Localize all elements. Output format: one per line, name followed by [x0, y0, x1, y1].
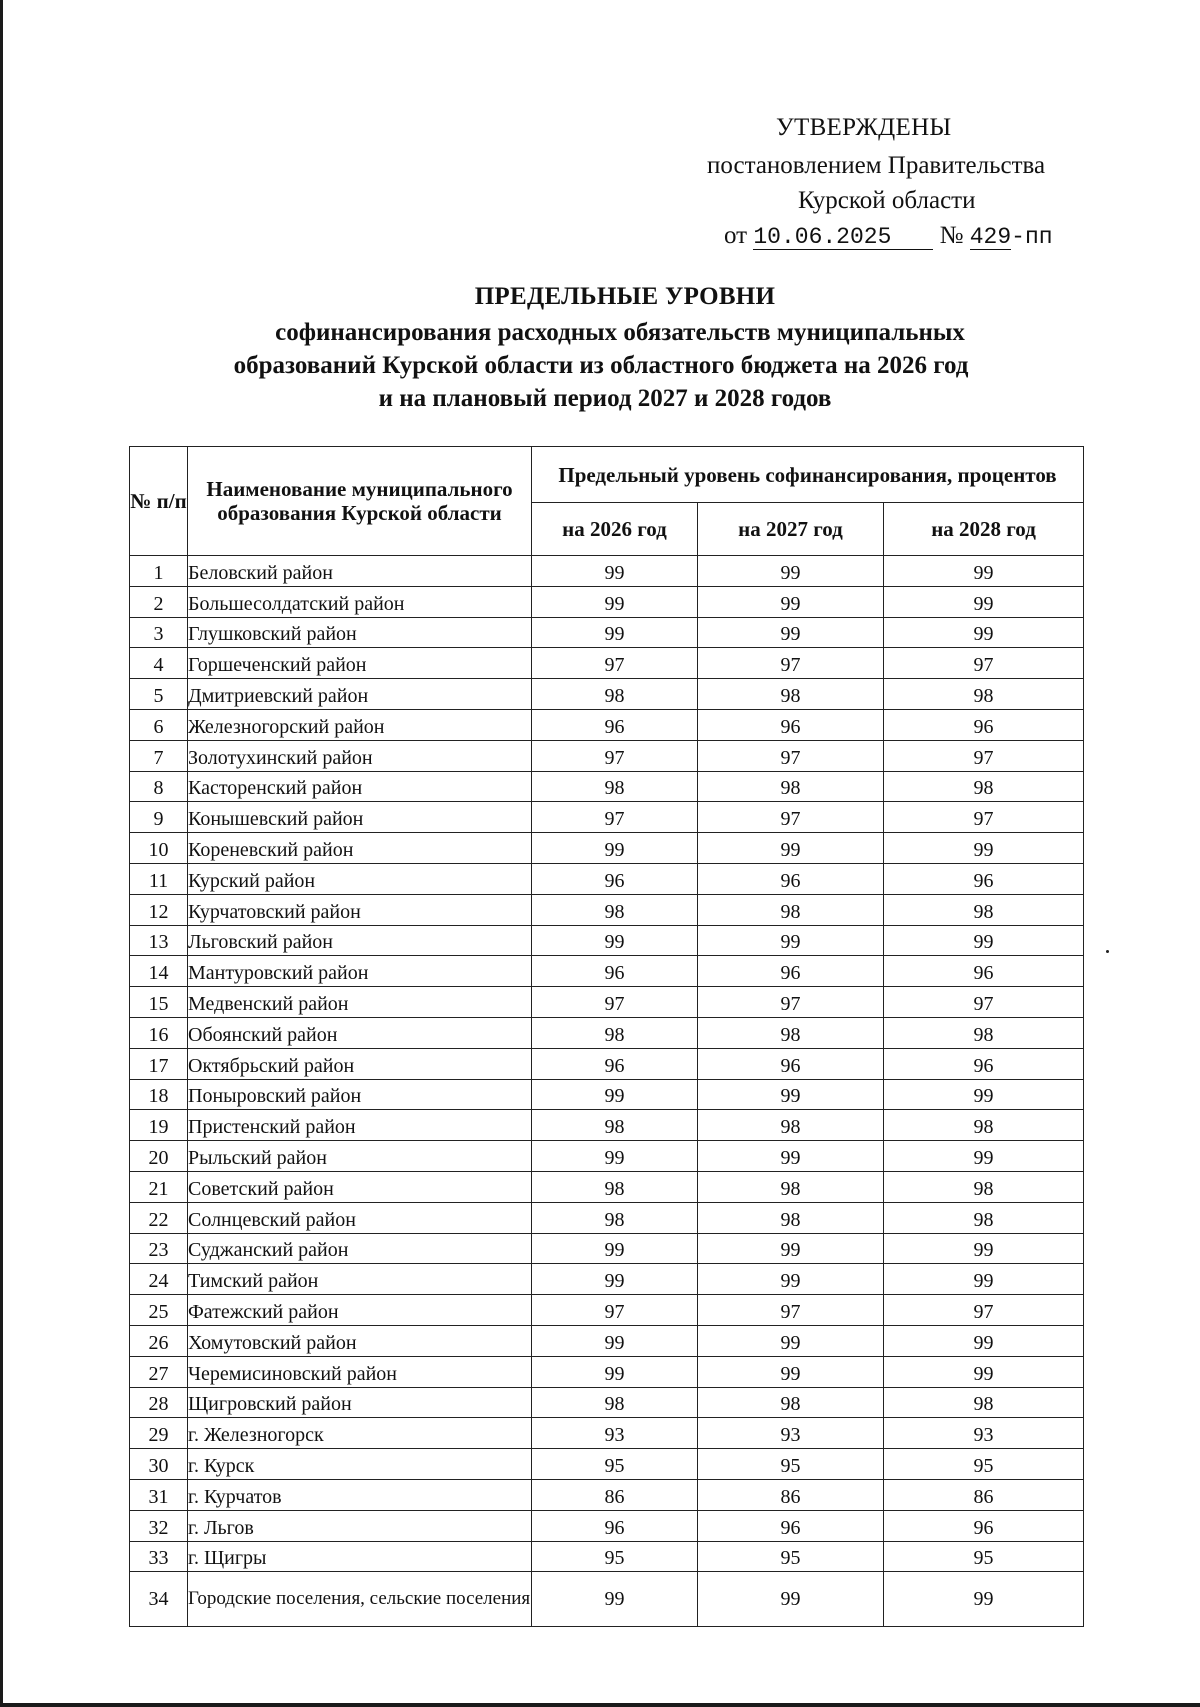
row-value-2026: 99: [532, 556, 698, 587]
row-value-2027: 96: [698, 863, 884, 894]
row-value-2026: 99: [532, 1233, 698, 1264]
row-value-2027: 98: [698, 1110, 884, 1141]
row-value-2028: 98: [884, 1387, 1084, 1418]
row-value-2028: 96: [884, 1510, 1084, 1541]
row-value-2026: 98: [532, 1387, 698, 1418]
table-row: [130, 987, 1084, 1018]
row-value-2026: 98: [532, 771, 698, 802]
row-value-2028: 86: [884, 1479, 1084, 1510]
row-value-2027: 99: [698, 1325, 884, 1356]
table-row: [130, 894, 1084, 925]
table-row: [130, 1079, 1084, 1110]
row-number: 19: [130, 1110, 188, 1141]
row-value-2027: 96: [698, 1048, 884, 1079]
row-municipality: Рыльский район: [188, 1141, 532, 1172]
row-number: 13: [130, 925, 188, 956]
table-row: [130, 1233, 1084, 1264]
row-value-2028: 98: [884, 1017, 1084, 1048]
row-number: 30: [130, 1449, 188, 1480]
table-row: [130, 1325, 1084, 1356]
row-value-2028: 96: [884, 1048, 1084, 1079]
row-value-2026: 97: [532, 987, 698, 1018]
table-row: [130, 1110, 1084, 1141]
row-value-2028: 93: [884, 1418, 1084, 1449]
row-municipality: Тимский район: [188, 1264, 532, 1295]
approval-region: Курской области: [798, 187, 976, 214]
table-row: [130, 1017, 1084, 1048]
row-value-2026: 95: [532, 1449, 698, 1480]
table-row: [130, 1387, 1084, 1418]
table-row: [130, 1479, 1084, 1510]
row-value-2027: 99: [698, 925, 884, 956]
row-value-2027: 99: [698, 617, 884, 648]
row-value-2026: 96: [532, 1048, 698, 1079]
document-title: [0, 280, 1200, 415]
row-value-2027: 97: [698, 648, 884, 679]
row-value-2028: 96: [884, 863, 1084, 894]
row-value-2026: 98: [532, 679, 698, 710]
row-value-2026: 99: [532, 617, 698, 648]
row-number: 33: [130, 1541, 188, 1572]
row-value-2027: 97: [698, 802, 884, 833]
row-value-2027: 96: [698, 1510, 884, 1541]
row-value-2026: 96: [532, 863, 698, 894]
row-municipality: г. Курчатов: [188, 1479, 532, 1510]
table-row: [130, 617, 1084, 648]
row-number: 2: [130, 586, 188, 617]
row-value-2026: 99: [532, 1264, 698, 1295]
header-name: Наименование муниципального образования Курской области: [188, 447, 532, 556]
approval-heading: УТВЕРЖДЕНЫ: [776, 114, 952, 141]
row-municipality: Обоянский район: [188, 1017, 532, 1048]
header-2028: на 2028 год: [884, 503, 1084, 556]
row-number: 25: [130, 1295, 188, 1326]
row-municipality: Хомутовский район: [188, 1325, 532, 1356]
row-number: 12: [130, 894, 188, 925]
row-municipality: г. Льгов: [188, 1510, 532, 1541]
header-2027: на 2027 год: [698, 503, 884, 556]
row-value-2028: 97: [884, 802, 1084, 833]
row-number: 28: [130, 1387, 188, 1418]
table-row: [130, 1141, 1084, 1172]
row-value-2026: 98: [532, 1171, 698, 1202]
row-value-2026: 99: [532, 925, 698, 956]
number-suffix: -пп: [1011, 224, 1053, 250]
row-value-2027: 99: [698, 1264, 884, 1295]
row-value-2026: 99: [532, 1141, 698, 1172]
row-value-2027: 93: [698, 1418, 884, 1449]
row-value-2026: 97: [532, 1295, 698, 1326]
row-value-2027: 97: [698, 740, 884, 771]
table-row: [130, 833, 1084, 864]
row-value-2028: 99: [884, 586, 1084, 617]
row-municipality: Конышевский район: [188, 802, 532, 833]
row-value-2028: 97: [884, 987, 1084, 1018]
row-value-2027: 99: [698, 586, 884, 617]
row-number: 11: [130, 863, 188, 894]
row-number: 6: [130, 709, 188, 740]
table-row: [130, 956, 1084, 987]
header-level: Предельный уровень софинансирования, процентов: [532, 447, 1084, 503]
row-municipality: Горшеченский район: [188, 648, 532, 679]
row-value-2028: 98: [884, 894, 1084, 925]
row-number: 34: [130, 1572, 188, 1627]
row-value-2028: 97: [884, 648, 1084, 679]
row-municipality: Поныровский район: [188, 1079, 532, 1110]
row-value-2028: 99: [884, 1264, 1084, 1295]
row-value-2026: 99: [532, 1356, 698, 1387]
row-municipality: Советский район: [188, 1171, 532, 1202]
row-value-2026: 99: [532, 1572, 698, 1627]
row-municipality: Беловский район: [188, 556, 532, 587]
scan-border-bottom: [0, 1703, 1200, 1707]
row-municipality: Золотухинский район: [188, 740, 532, 771]
row-number: 21: [130, 1171, 188, 1202]
row-value-2027: 95: [698, 1541, 884, 1572]
row-number: 17: [130, 1048, 188, 1079]
row-value-2028: 97: [884, 740, 1084, 771]
table-row: [130, 740, 1084, 771]
row-value-2026: 96: [532, 709, 698, 740]
approval-number: 429: [969, 224, 1012, 250]
row-municipality: Солнцевский район: [188, 1202, 532, 1233]
row-value-2027: 99: [698, 1356, 884, 1387]
row-value-2028: 99: [884, 1233, 1084, 1264]
table-row: [130, 1572, 1084, 1627]
row-value-2027: 96: [698, 709, 884, 740]
table-row: [130, 1356, 1084, 1387]
row-value-2026: 99: [532, 833, 698, 864]
row-municipality: Черемисиновский район: [188, 1356, 532, 1387]
title-line-2: софинансирования расходных обязательств муниципальных: [275, 319, 965, 346]
row-municipality: Касторенский район: [188, 771, 532, 802]
row-value-2026: 98: [532, 1017, 698, 1048]
row-value-2027: 98: [698, 1017, 884, 1048]
table-row: [130, 771, 1084, 802]
row-municipality: Фатежский район: [188, 1295, 532, 1326]
row-value-2026: 96: [532, 956, 698, 987]
row-value-2027: 98: [698, 1202, 884, 1233]
row-value-2028: 98: [884, 1110, 1084, 1141]
row-municipality: Дмитриевский район: [188, 679, 532, 710]
table-row: [130, 1418, 1084, 1449]
row-municipality: Курский район: [188, 863, 532, 894]
cofinancing-table: [129, 446, 1084, 1627]
table-row: [130, 1264, 1084, 1295]
row-number: 32: [130, 1510, 188, 1541]
row-municipality: Кореневский район: [188, 833, 532, 864]
row-municipality: Медвенский район: [188, 987, 532, 1018]
row-value-2027: 97: [698, 987, 884, 1018]
row-municipality: Суджанский район: [188, 1233, 532, 1264]
table-row: [130, 925, 1084, 956]
row-value-2028: 98: [884, 1171, 1084, 1202]
row-value-2028: 99: [884, 617, 1084, 648]
row-number: 27: [130, 1356, 188, 1387]
table-row: [130, 1171, 1084, 1202]
approval-date-number: [724, 220, 1053, 253]
row-value-2026: 97: [532, 802, 698, 833]
table-row: [130, 1510, 1084, 1541]
row-number: 16: [130, 1017, 188, 1048]
row-value-2027: 95: [698, 1449, 884, 1480]
row-value-2027: 99: [698, 1572, 884, 1627]
row-municipality: г. Щигры: [188, 1541, 532, 1572]
row-value-2027: 86: [698, 1479, 884, 1510]
row-number: 1: [130, 556, 188, 587]
row-number: 15: [130, 987, 188, 1018]
row-value-2028: 98: [884, 679, 1084, 710]
row-value-2027: 98: [698, 679, 884, 710]
row-value-2028: 99: [884, 556, 1084, 587]
table-row: [130, 648, 1084, 679]
scan-speck: [1106, 950, 1109, 953]
row-value-2028: 96: [884, 709, 1084, 740]
row-value-2026: 99: [532, 1079, 698, 1110]
row-value-2027: 97: [698, 1295, 884, 1326]
row-value-2027: 96: [698, 956, 884, 987]
scan-border-left: [0, 0, 3, 1707]
row-value-2028: 96: [884, 956, 1084, 987]
row-value-2028: 99: [884, 1141, 1084, 1172]
row-number: 24: [130, 1264, 188, 1295]
row-value-2028: 99: [884, 1572, 1084, 1627]
title-line-1: ПРЕДЕЛЬНЫЕ УРОВНИ: [474, 283, 776, 310]
row-municipality: Пристенский район: [188, 1110, 532, 1141]
row-municipality: Мантуровский район: [188, 956, 532, 987]
row-value-2026: 97: [532, 648, 698, 679]
approval-date: 10.06.2025: [753, 225, 933, 250]
row-number: 26: [130, 1325, 188, 1356]
row-value-2027: 99: [698, 833, 884, 864]
row-municipality: Городские поселения, сельские поселения: [188, 1572, 532, 1627]
row-number: 8: [130, 771, 188, 802]
row-value-2028: 99: [884, 1356, 1084, 1387]
row-number: 14: [130, 956, 188, 987]
row-value-2026: 97: [532, 740, 698, 771]
row-value-2028: 99: [884, 833, 1084, 864]
row-value-2028: 99: [884, 925, 1084, 956]
row-municipality: Льговский район: [188, 925, 532, 956]
row-value-2028: 95: [884, 1449, 1084, 1480]
row-value-2027: 98: [698, 894, 884, 925]
row-value-2026: 99: [532, 1325, 698, 1356]
row-value-2027: 98: [698, 771, 884, 802]
row-municipality: Курчатовский район: [188, 894, 532, 925]
row-value-2027: 99: [698, 1233, 884, 1264]
row-number: 29: [130, 1418, 188, 1449]
row-value-2028: 95: [884, 1541, 1084, 1572]
row-value-2026: 99: [532, 586, 698, 617]
approval-authority: постановлением Правительства: [707, 152, 1046, 179]
row-number: 3: [130, 617, 188, 648]
row-number: 31: [130, 1479, 188, 1510]
row-value-2027: 99: [698, 1079, 884, 1110]
row-value-2027: 99: [698, 1141, 884, 1172]
row-value-2026: 98: [532, 894, 698, 925]
row-value-2027: 98: [698, 1171, 884, 1202]
table-row: [130, 1202, 1084, 1233]
header-number: № п/п: [130, 447, 188, 556]
row-number: 20: [130, 1141, 188, 1172]
row-value-2028: 98: [884, 771, 1084, 802]
row-number: 18: [130, 1079, 188, 1110]
row-value-2028: 99: [884, 1079, 1084, 1110]
row-value-2028: 98: [884, 1202, 1084, 1233]
table-body: [130, 556, 1084, 1627]
table-row: [130, 1295, 1084, 1326]
row-value-2026: 86: [532, 1479, 698, 1510]
date-prefix: от: [724, 222, 748, 249]
table-row: [130, 709, 1084, 740]
row-number: 9: [130, 802, 188, 833]
table-row: [130, 1541, 1084, 1572]
row-municipality: г. Железногорск: [188, 1418, 532, 1449]
table-row: [130, 556, 1084, 587]
row-municipality: Глушковский район: [188, 617, 532, 648]
row-number: 23: [130, 1233, 188, 1264]
row-number: 7: [130, 740, 188, 771]
row-municipality: Большесолдатский район: [188, 586, 532, 617]
header-2026: на 2026 год: [532, 503, 698, 556]
title-line-4: и на плановый период 2027 и 2028 годов: [378, 385, 832, 412]
row-municipality: Октябрьский район: [188, 1048, 532, 1079]
number-prefix: №: [939, 222, 964, 249]
table-row: [130, 802, 1084, 833]
row-number: 22: [130, 1202, 188, 1233]
table-row: [130, 679, 1084, 710]
row-municipality: г. Курск: [188, 1449, 532, 1480]
table-row: [130, 1449, 1084, 1480]
row-number: 4: [130, 648, 188, 679]
row-number: 5: [130, 679, 188, 710]
row-value-2026: 98: [532, 1110, 698, 1141]
row-value-2028: 99: [884, 1325, 1084, 1356]
row-number: 10: [130, 833, 188, 864]
row-municipality: Щигровский район: [188, 1387, 532, 1418]
row-value-2026: 98: [532, 1202, 698, 1233]
row-value-2026: 95: [532, 1541, 698, 1572]
row-value-2026: 96: [532, 1510, 698, 1541]
table-row: [130, 586, 1084, 617]
table-row: [130, 863, 1084, 894]
table-row: [130, 1048, 1084, 1079]
row-value-2028: 97: [884, 1295, 1084, 1326]
row-value-2027: 98: [698, 1387, 884, 1418]
row-municipality: Железногорский район: [188, 709, 532, 740]
row-value-2027: 99: [698, 556, 884, 587]
row-value-2026: 93: [532, 1418, 698, 1449]
title-line-3: образований Курской области из областного бюджета на 2026 год: [233, 352, 969, 379]
